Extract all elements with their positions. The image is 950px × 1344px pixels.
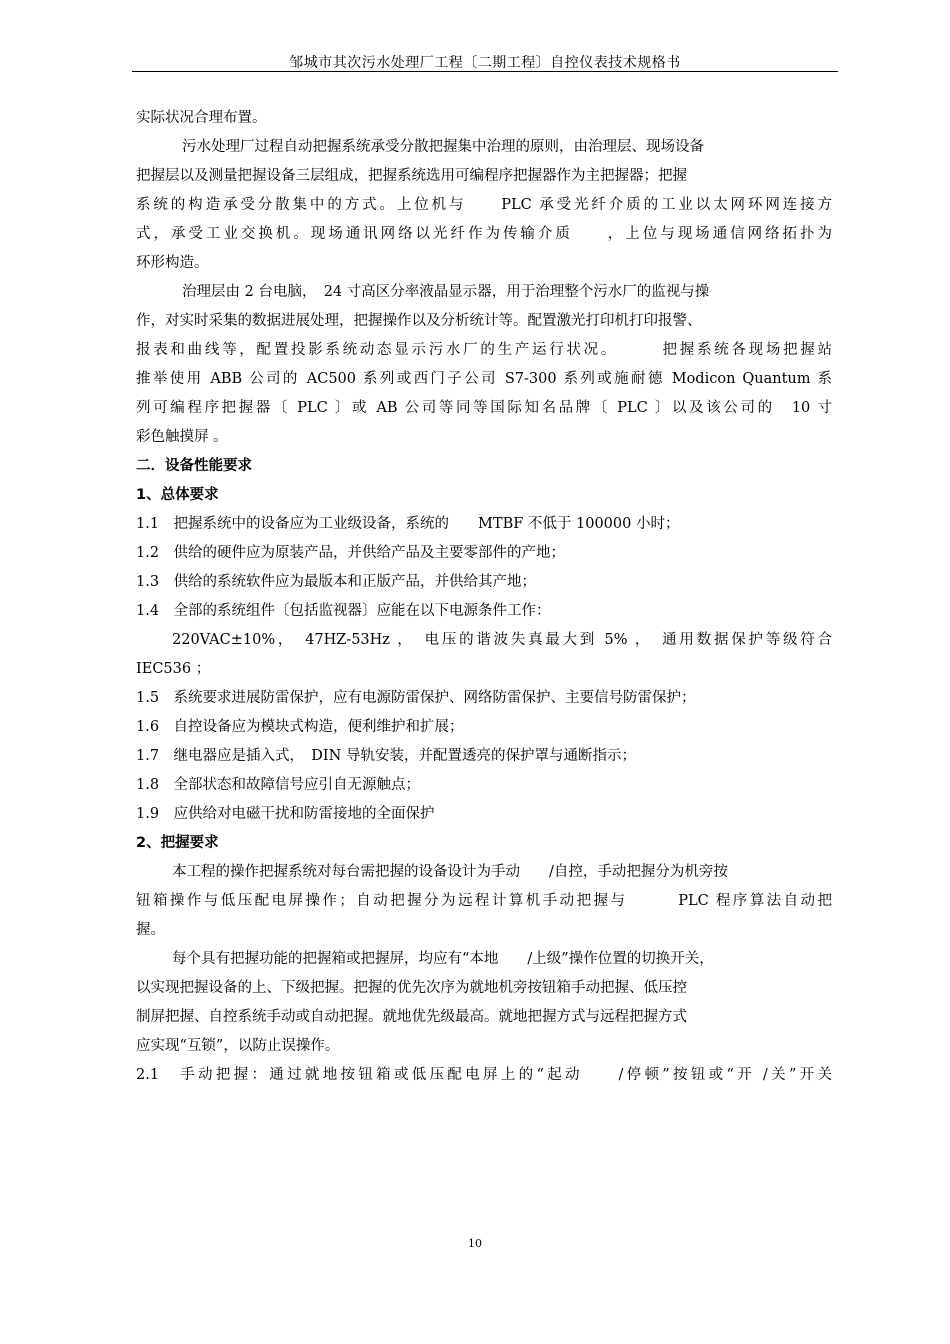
text-line: 报表和曲线等，配置投影系统动态显示污水厂的生产运行状况。 把握系统各现场把握站 (136, 342, 832, 358)
page-number: 10 (468, 1237, 482, 1250)
text-line: 环形构造。 (136, 255, 209, 271)
list-item: 1.7 继电器应是插入式， DIN 导轨安装，并配置透亮的保护罩与通断指示； (136, 748, 636, 764)
text-line: 每个具有把握功能的把握箱或把握屏，均应有“本地 /上级”操作位置的切换开关， (172, 951, 714, 967)
header-rule (132, 71, 838, 72)
text-line: 系统的构造承受分散集中的方式。上位机与 PLC 承受光纤介质的工业以太网环网连接方 (136, 197, 832, 213)
text-line: 220VAC±10%， 47HZ-53Hz ， 电压的谐波失真最大到 5% ， 通用数据保护等级符合 (172, 632, 832, 648)
text-line: 实际状况合理布置。 (136, 110, 267, 126)
text-line: 把握层以及测量把握设备三层组成，把握系统选用可编程序把握器作为主把握器；把握 (136, 168, 687, 184)
text-line: 钮箱操作与低压配电屏操作；自动把握分为远程计算机手动把握与 PLC 程序算法自动把 (136, 893, 832, 909)
text-line: 污水处理厂过程自动把握系统承受分散把握集中治理的原则，由治理层、现场设备 (182, 139, 704, 155)
list-item: 1.2 供给的硬件应为原装产品，并供给产品及主要零部件的产地； (136, 545, 566, 561)
list-item: 1.1 把握系统中的设备应为工业级设备，系统的 MTBF 不低于 100000 小时； (136, 516, 680, 532)
text-line: 治理层由 2 台电脑， 24 寸高区分率液晶显示器，用于治理整个污水厂的监视与操 (182, 284, 710, 300)
text-line: 推举使用 ABB 公司的 AC500 系列或西门子公司 S7-300 系列或施耐德 Modicon Quantum 系 (136, 371, 832, 387)
text-line: 作，对实时采集的数据进展处理，把握操作以及分析统计等。配置激光打印机打印报警、 (136, 313, 702, 329)
subsection-heading: 1、总体要求 (136, 487, 219, 503)
text-line: 列可编程序把握器〔 PLC 〕或 AB 公司等同等国际知名品牌〔 PLC 〕以及该公司的 10 寸 (136, 400, 832, 416)
text-line: 以实现把握设备的上、下级把握。把握的优先次序为就地机旁按钮箱手动把握、低压控 (136, 980, 687, 996)
text-line: 式，承受工业交换机。现场通讯网络以光纤作为传输介质 ，上位与现场通信网络拓扑为 (136, 226, 832, 242)
text-line: 制屏把握、自控系统手动或自动把握。就地优先级最高。就地把握方式与远程把握方式 (136, 1009, 687, 1025)
text-line: 握。 (136, 922, 165, 938)
text-line: IEC536 ； (136, 661, 211, 677)
text-line: 应实现“互锁”，以防止误操作。 (136, 1038, 340, 1054)
text-line: 2.1 手动把握：通过就地按钮箱或低压配电屏上的“起动 /停顿”按钮或“开 /关”开关 (136, 1067, 832, 1083)
list-item: 1.8 全部状态和故障信号应引自无源触点； (136, 777, 421, 793)
text-line: 彩色触摸屏 。 (136, 429, 228, 445)
list-item: 1.5 系统要求进展防雷保护，应有电源防雷保护、网络防雷保护、主要信号防雷保护； (136, 690, 696, 706)
list-item: 1.3 供给的系统软件应为最版本和正版产品，并供给其产地； (136, 574, 537, 590)
list-item: 1.4 全部的系统组件〔包括监视器〕应能在以下电源条件工作： (136, 603, 551, 619)
subsection-heading: 2、把握要求 (136, 835, 219, 851)
list-item: 1.9 应供给对电磁干扰和防雷接地的全面保护 (136, 806, 435, 822)
section-heading: 二．设备性能要求 (136, 458, 252, 474)
list-item: 1.6 自控设备应为模块式构造，便利维护和扩展； (136, 719, 464, 735)
text-line: 本工程的操作把握系统对每台需把握的设备设计为手动 /自控，手动把握分为机旁按 (172, 864, 728, 880)
page-header-title: 邹城市其次污水处理厂工程〔二期工程〕自控仪表技术规格书 (289, 55, 681, 71)
